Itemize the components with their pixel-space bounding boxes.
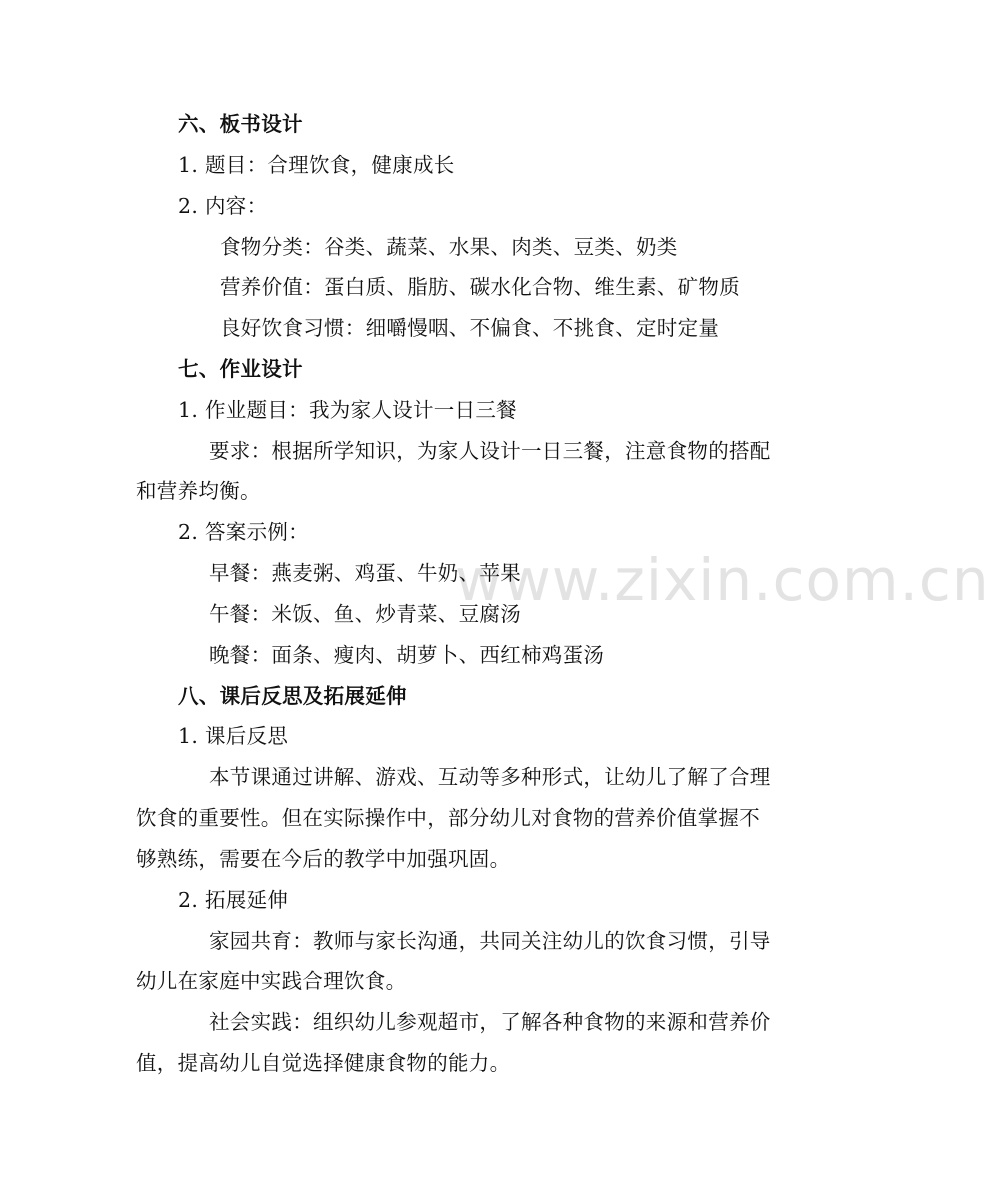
- dinner-example: 晚餐：面条、瘦肉、胡萝卜、西红柿鸡蛋汤: [209, 643, 605, 667]
- homework-requirement-line1: 要求：根据所学知识，为家人设计一日三餐，注意食物的搭配: [209, 439, 771, 463]
- home-school-line2: 幼儿在家庭中实践合理饮食。: [136, 969, 407, 993]
- homework-topic: 1. 作业题目：我为家人设计一日三餐: [178, 398, 517, 422]
- breakfast-example: 早餐：燕麦粥、鸡蛋、牛奶、苹果: [209, 561, 521, 585]
- social-practice-line2: 值，提高幼儿自觉选择健康食物的能力。: [136, 1051, 511, 1075]
- answer-example-label: 2. 答案示例：: [178, 520, 309, 544]
- section-heading-homework: 七、作业设计: [178, 357, 303, 381]
- reflection-line3: 够熟练，需要在今后的教学中加强巩固。: [136, 847, 511, 871]
- homework-requirement-line2: 和营养均衡。: [136, 479, 261, 503]
- reflection-line1: 本节课通过讲解、游戏、互动等多种形式，让幼儿了解了合理: [209, 765, 771, 789]
- lunch-example: 午餐：米饭、鱼、炒青菜、豆腐汤: [209, 602, 521, 626]
- watermark: www.zixin.com.cn: [455, 546, 990, 614]
- food-categories: 食物分类：谷类、蔬菜、水果、肉类、豆类、奶类: [220, 235, 678, 259]
- board-design-content-label: 2. 内容：: [178, 194, 268, 218]
- nutrition-value: 营养价值：蛋白质、脂肪、碳水化合物、维生素、矿物质: [220, 275, 740, 299]
- board-design-topic: 1. 题目：合理饮食，健康成长: [178, 153, 455, 177]
- reflection-label: 1. 课后反思: [178, 724, 289, 748]
- home-school-line1: 家园共育：教师与家长沟通，共同关注幼儿的饮食习惯，引导: [209, 929, 771, 953]
- section-heading-reflection: 八、课后反思及拓展延伸: [178, 684, 407, 708]
- social-practice-line1: 社会实践：组织幼儿参观超市，了解各种食物的来源和营养价: [209, 1010, 771, 1034]
- section-heading-board-design: 六、板书设计: [178, 112, 303, 136]
- extension-label: 2. 拓展延伸: [178, 888, 289, 912]
- reflection-line2: 饮食的重要性。但在实际操作中，部分幼儿对食物的营养价值掌握不: [136, 806, 760, 830]
- eating-habits: 良好饮食习惯：细嚼慢咽、不偏食、不挑食、定时定量: [220, 316, 720, 340]
